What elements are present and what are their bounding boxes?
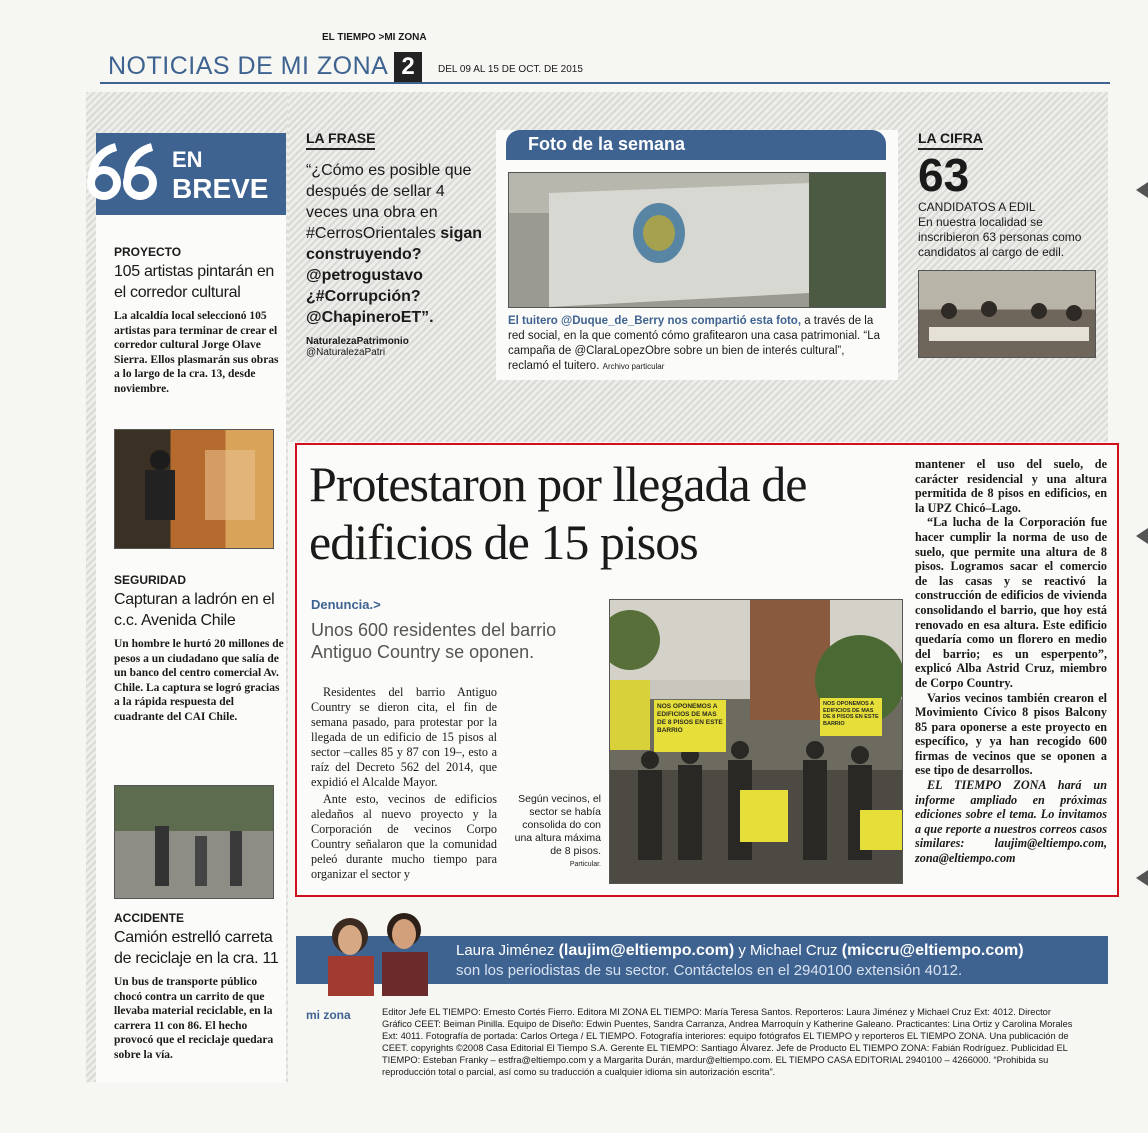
brief-category: ACCIDENTE (114, 911, 185, 925)
en-breve-header (96, 133, 286, 215)
photo-caption (509, 793, 601, 871)
la-cifra-body: En nuestra localidad se inscribieron 63 personas como candidatos al cargo de edil. (918, 215, 1082, 259)
en-breve-sidebar (96, 133, 286, 1083)
journalist-email: (laujim@eltiempo.com) (558, 942, 735, 959)
story-col-3 (915, 457, 1107, 866)
la-cifra-label: LA CIFRA (918, 130, 983, 150)
en-breve-label-top: EN (172, 147, 203, 172)
page-header (100, 30, 1110, 92)
journalists-bar (296, 904, 1108, 996)
story-paragraph: mantener el uso del suelo, de carácter residencial y una altura permitida de 8 pisos en edificios, en la UPZ Chicó–Lago. (915, 457, 1107, 515)
journalist-name: Michael Cruz (750, 942, 838, 959)
foto-semana-header (506, 130, 886, 160)
la-frase-label: LA FRASE (306, 130, 375, 150)
main-headline: Protestaron por llegada de edificios de 15 pisos (309, 456, 807, 570)
brief-body: La alcaldía local seleccionó 105 artistas para terminar de crear el corredor cultural Jorge Olave Sierra. Ellos plasmarán sus obras a lo largo de la cra. 13, desde noviembre. (114, 310, 279, 395)
foto-semana-credit: Archivo particular (602, 362, 665, 371)
protest-sign-blank (740, 790, 788, 842)
meeting-people-icon (919, 271, 1095, 357)
la-frase-quote-bold: sigan construyendo? @petrogustavo ¿#Corrupción? @ChapineroET”. (306, 225, 483, 326)
artist-painting-photo (114, 429, 274, 549)
foto-semana-caption-bold: El tuitero @Duque_de_Berry nos compartió esta foto, (508, 315, 802, 327)
main-story (295, 443, 1119, 897)
story-col-1 (311, 685, 497, 882)
protest-sign-blank (610, 680, 650, 750)
brief-body: Un bus de transporte público chocó contra un carrito de que llevaba material reciclable, en la carrera 11 con 86. El hecho provocó que el reciclaje quedara sobre la vía. (114, 976, 274, 1061)
quote-marks-icon (84, 141, 164, 207)
photo-caption-text: Según vecinos, el sector se había consolida do con una altura máxima de 8 pisos. (514, 793, 601, 857)
brief-body: Un hombre le hurtó 20 millones de pesos a un ciudadano que salía de un banco del centro comercial Av. Chile. La captura se logró gracias a la rápida respuesta del cuadrante del CAI Chile. (114, 638, 284, 723)
street-scene-photo (114, 785, 274, 899)
meeting-photo (918, 270, 1096, 358)
people-figures-icon (115, 786, 273, 898)
header-rule (100, 82, 1110, 84)
protest-sign-blank (860, 810, 902, 850)
story-paragraph: Varios vecinos también crearon el Movimiento Cívico 8 pisos Balcony 85 para oponerse a este proyecto en específico, y ya han recogido 600 firmas de vecinos que se oponen a ese tipo de desarrollos. (915, 690, 1107, 778)
right-arrow-icon (1136, 528, 1148, 544)
brief-headline: Camión estrelló carreta de reciclaje en la cra. 11 (114, 929, 279, 967)
protest-sign: NOS OPONEMOS A EDIFICIOS DE MAS DE 8 PISOS EN ESTE BARRIO (654, 700, 726, 752)
brief-category: PROYECTO (114, 245, 182, 259)
journalist-email: (miccru@eltiempo.com) (841, 942, 1024, 959)
right-arrow-icon (1136, 182, 1148, 198)
la-cifra-subtitle: CANDIDATOS A EDIL (918, 200, 1036, 214)
brief-category: SEGURIDAD (114, 573, 187, 587)
journalists-line-1 (456, 942, 1024, 960)
journalists-line-2: son los periodistas de su sector. Contáctelos en el 2940100 extensión 4012. (456, 962, 963, 979)
credits-text: Editor Jefe EL TIEMPO: Ernesto Cortés Fierro. Editora MI ZONA EL TIEMPO: María Teresa Santos. Reporteros: Laura Jiménez y Michael Cruz Ext: 4012. Director Gráfico CEET: Beiman Pinilla. Equipo de Diseño: Edwin Puentes, Sandra Carranza, Andrea Marroquín y Katherine Galeano. Practicantes: Lina Ortiz y Carolina Morales Ext: 4011. Fotografía de portada: Carlos Ortega / EL TIEMPO. Fotografía interiores: equipo fotógrafos EL TIEMPO y reporteros EL TIEMPO ZONA. Una publicación de CEET. copyrights ©2008 Casa Editorial El Tiempo S.A. Gerente EL TIEMPO: Santiago Álvarez. Jefe de Producto EL TIEMPO ZONA: Fabián Rodríguez. Publicidad EL TIEMPO: Esteban Franky – estfra@eltiempo.com y a Margarita Durán, mardur@eltiempo.com. EL TIEMPO CASA EDITORIAL 2940100 – 4266000. “Prohibida su reproducción total o parcial, así como su traducción a cualquier idioma sin autorización escrita”. (382, 1007, 1073, 1077)
la-frase-quote-plain: “¿Cómo es posible que después de sellar 4 veces una obra en #CerrosOrientales (306, 162, 472, 242)
foto-semana-caption (508, 314, 888, 374)
journalists-and: y (738, 942, 746, 959)
la-cifra-number: 63 (918, 149, 970, 201)
journalist-name: Laura Jiménez (456, 942, 555, 959)
story-paragraph: EL TIEMPO ZONA hará un informe ampliado en próximas ediciones sobre el tema. Lo invitamos a que reporte a nuestros correos casos similares: laujim@eltiempo.com, zona@eltiempo.com (915, 778, 1107, 866)
la-frase-quote (306, 160, 486, 328)
en-breve-label-bottom: BREVE (172, 173, 269, 204)
brief-headline: Capturan a ladrón en el c.c. Avenida Chile (114, 591, 275, 629)
brief-item (114, 573, 284, 724)
header-kicker: EL TIEMPO >MI ZONA (322, 32, 427, 43)
story-paragraph: Residentes del barrio Antiguo Country se dieron cita, el fin de semana pasado, para protestar por la llegada de un edificio de 15 pisos al sector –calles 85 y 87 con 19–, esto a raíz del Decreto 562 del 2014, que expidió el Alcalde Mayor. (311, 685, 497, 789)
la-cifra-box (918, 130, 1098, 380)
protest-sign: NOS OPONEMOS A EDIFICIOS DE MAS DE 8 PISOS EN ESTE BARRIO (820, 698, 882, 736)
la-frase-author: NaturalezaPatrimonio (306, 336, 409, 347)
credits-box (298, 1000, 1108, 1082)
foto-semana-caption-rest: a través de la red social, en la que comentó cómo grafitearon una casa patrimonial. “La campaña de @ClaraLopezObre sobre un bien de interés cultural”, reclamó el tuitero. (508, 315, 881, 372)
journalists-portraits (312, 904, 442, 996)
la-frase-box (306, 130, 486, 378)
issue-date: DEL 09 AL 15 DE OCT. DE 2015 (438, 64, 583, 75)
artist-figure-icon (115, 430, 273, 548)
photo-credit: Particular. (569, 861, 601, 868)
foto-semana-box (496, 130, 898, 380)
brief-item (114, 245, 284, 396)
brief-headline: 105 artistas pintarán en el corredor cultural (114, 263, 275, 301)
la-frase-handle: @NaturalezaPatri (306, 347, 386, 358)
story-paragraph: Ante esto, vecinos de edificios aledaños al nuevo proyecto y la Corporación de vecinos Corpo Country señalaron que la comunidad peleó durante mucho tiempo para organizar el sector y (311, 792, 497, 881)
brief-item (114, 911, 284, 1062)
story-kicker: Denuncia.> (311, 597, 381, 612)
foto-semana-label: Foto de la semana (528, 134, 686, 154)
graffiti-photo (508, 172, 886, 308)
right-arrow-icon (1136, 870, 1148, 886)
protest-photo (609, 599, 903, 884)
section-title: NOTICIAS DE MI ZONA (108, 52, 389, 80)
mi-zona-logo: mi zona (306, 1008, 351, 1022)
graffiti-wall-icon (509, 173, 885, 307)
story-deck: Unos 600 residentes del barrio Antiguo Country se oponen. (311, 620, 557, 662)
story-paragraph: “La lucha de la Corporación fue hacer cumplir la norma de uso de suelo, que permite una altura de 8 pisos. Logramos sacar el comercio de las casas y se reactivó la construcción de edificios de vivienda consolidando el barrio, que hoy está renovado en esa altura. Este edificio quedaría como un florero en medio del barrio; es un esperpento”, explicó Alba Astrid Cruz, miembro de Corpo Country. (915, 515, 1107, 690)
page-number: 2 (394, 52, 422, 82)
